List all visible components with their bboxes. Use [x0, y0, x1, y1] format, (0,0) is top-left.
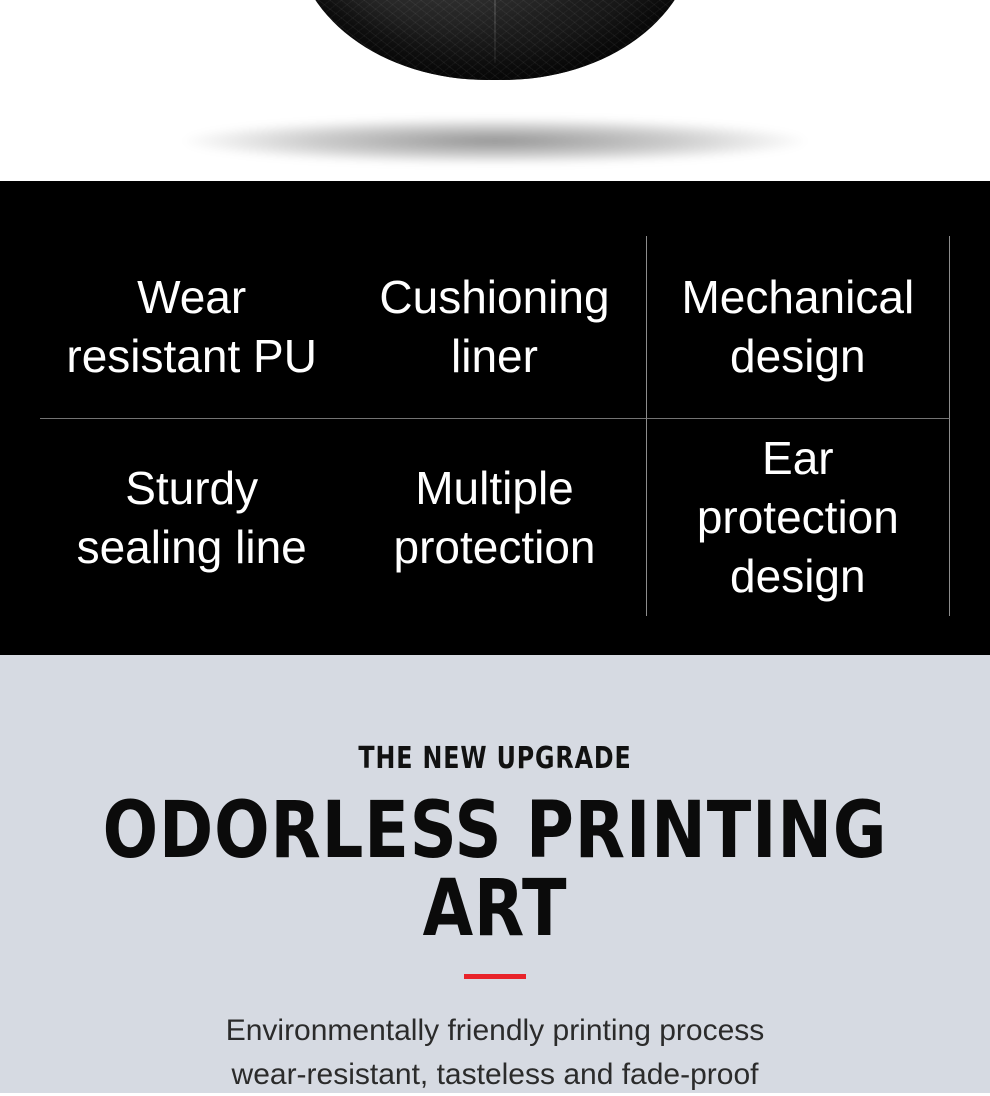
feature-label-line1: Multiple: [393, 459, 595, 518]
feature-label-line2: sealing line: [77, 518, 307, 577]
product-image-section: [0, 0, 990, 181]
feature-cell-mechanical-design: [647, 236, 950, 419]
feature-label-line2: protection: [393, 518, 595, 577]
feature-cell-multiple-protection: [343, 419, 646, 616]
feature-label-line1: Ear protection: [665, 429, 931, 547]
upgrade-description-line2: wear-resistant, tasteless and fade-proof: [0, 1053, 990, 1096]
feature-highlights-section: [0, 181, 990, 655]
feature-label-line1: Mechanical: [681, 268, 914, 327]
upgrade-description: [0, 1009, 990, 1096]
accent-divider: [464, 974, 526, 979]
upgrade-section: [0, 655, 990, 1093]
upgrade-headline: ODORLESS PRINTING ART: [35, 792, 956, 948]
headphone-earcup-icon: [295, 0, 695, 80]
product-drop-shadow: [185, 118, 805, 164]
feature-label-line2: resistant PU: [66, 327, 317, 386]
feature-cell-sturdy-sealing-line: [40, 419, 343, 616]
feature-label-line2: design: [681, 327, 914, 386]
upgrade-description-line1: Environmentally friendly printing process: [0, 1009, 990, 1053]
feature-cell-ear-protection-design: [647, 419, 950, 616]
feature-label-line2: liner: [379, 327, 609, 386]
feature-label-line1: Cushioning: [379, 268, 609, 327]
feature-cell-wear-resistant-pu: [40, 236, 343, 419]
feature-grid: [40, 236, 950, 616]
feature-label-line1: Wear: [66, 268, 317, 327]
feature-label-line2: design: [665, 547, 931, 606]
headphone-seam: [494, 0, 496, 63]
upgrade-kicker: THE NEW UPGRADE: [59, 741, 930, 776]
feature-label-line1: Sturdy: [77, 459, 307, 518]
feature-cell-cushioning-liner: [343, 236, 646, 419]
